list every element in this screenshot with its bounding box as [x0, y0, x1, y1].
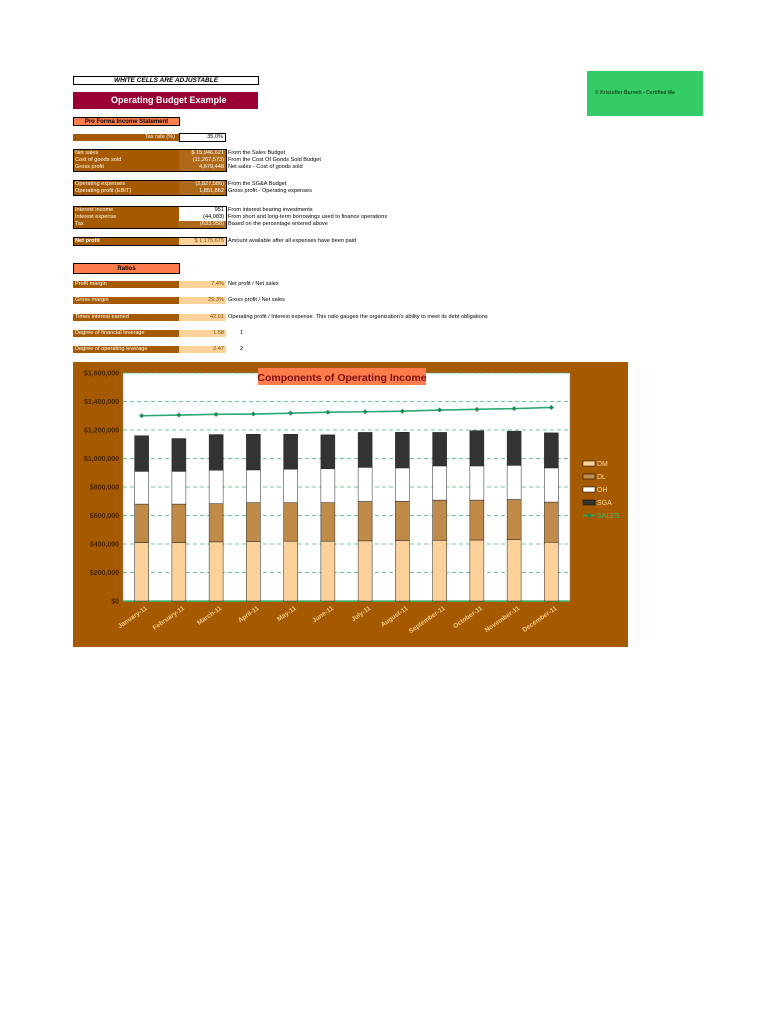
ratio-note: 2	[240, 346, 244, 352]
ratio-label: Gross margin	[73, 297, 179, 304]
ratio-value: 42.01	[179, 314, 226, 321]
x-tick-label: May-11	[275, 604, 298, 624]
bar-segment-dl	[433, 500, 447, 540]
bar-segment-dm	[135, 543, 149, 601]
bar-segment-dm	[433, 540, 447, 601]
x-tick-label: December-11	[521, 604, 559, 634]
income-row-label: Cost of goods sold	[73, 157, 179, 164]
bar-segment-dm	[470, 540, 484, 601]
ratio-note: Net profit / Net sales	[228, 281, 279, 287]
income-row-note: Based on the percentage entered above	[228, 221, 328, 227]
income-row-label: Tax	[73, 221, 179, 228]
bar-segment-oh	[209, 470, 223, 503]
income-row-value: (2,827,586)	[179, 181, 226, 188]
income-row-label: Gross profit	[73, 164, 179, 171]
income-row-value[interactable]: 951	[179, 207, 226, 214]
bar-segment-dm	[246, 541, 260, 601]
income-row-value: (633,058)	[179, 221, 226, 228]
income-section-header: Pro Forma Income Statement	[73, 117, 180, 126]
ratios-section-header: Ratios	[73, 263, 180, 274]
bar-segment-dl	[544, 502, 558, 542]
ratio-label: Times interest earned	[73, 314, 179, 321]
x-tick-label: October-11	[452, 604, 485, 631]
legend-swatch-dm	[583, 461, 595, 466]
income-row-value: $ 1,175,675	[179, 238, 226, 245]
tax-rate-label: Tax rate (%)	[73, 134, 179, 141]
ratio-label: Profit margin	[73, 281, 179, 288]
income-row-label: Net profit	[73, 238, 179, 245]
income-row-label: Interest income	[73, 207, 179, 214]
bar-segment-dl	[284, 503, 298, 541]
operating-income-chart	[73, 362, 628, 647]
bar-segment-oh	[507, 465, 521, 499]
bar-segment-sga	[172, 439, 186, 472]
bar-segment-dl	[358, 502, 372, 541]
bar-segment-dl	[507, 500, 521, 540]
certified-badge: © Kristoffer Burnett - Certified Ma	[587, 71, 703, 116]
bar-segment-sga	[507, 431, 521, 465]
adjustable-banner: WHITE CELLS ARE ADJUSTABLE	[73, 76, 259, 85]
x-tick-label: November-11	[483, 604, 522, 635]
bar-segment-oh	[433, 466, 447, 500]
legend-label: DL	[597, 474, 606, 481]
bar-segment-sga	[135, 436, 149, 472]
y-tick-label: $1,400,000	[83, 399, 119, 406]
bar-segment-dm	[544, 542, 558, 601]
ratio-note: 1	[240, 330, 244, 336]
income-row-value: $ 15,946,621	[179, 150, 226, 157]
x-tick-label: February-11	[151, 604, 187, 632]
income-row-note: From the SG&A Budget	[228, 181, 287, 187]
bar-segment-oh	[395, 468, 409, 501]
bar-segment-dm	[507, 540, 521, 601]
page-title: Operating Budget Example	[73, 92, 258, 109]
income-row-note: From the Cost Of Goods Sold Budget	[228, 157, 321, 163]
bar-segment-sga	[470, 431, 484, 466]
bar-segment-dl	[246, 503, 260, 542]
bar-segment-sga	[433, 432, 447, 465]
bar-segment-oh	[284, 469, 298, 502]
bar-segment-dl	[395, 501, 409, 540]
ratio-note: Gross profit / Net sales	[228, 297, 285, 303]
bar-segment-dm	[284, 541, 298, 601]
bar-segment-oh	[172, 471, 186, 504]
legend-label: SGA	[597, 500, 612, 507]
ratio-note: Operating profit / Interest expense. This ratio gauges the organization's ability to meet its debt obligations	[228, 314, 488, 320]
income-row-value: (11,267,573)	[179, 157, 226, 164]
bar-segment-oh	[358, 467, 372, 501]
bar-segment-oh	[544, 468, 558, 502]
income-row-note: Amount available after all expenses have been paid	[228, 238, 357, 244]
ratio-label: Degree of financial leverage	[73, 330, 179, 337]
bar-segment-sga	[321, 435, 335, 469]
ratio-value: 1.58	[179, 330, 226, 337]
y-tick-label: $1,200,000	[83, 427, 119, 435]
x-tick-label: July-11	[350, 604, 373, 624]
x-tick-label: August-11	[379, 604, 410, 629]
x-tick-label: September-11	[407, 604, 447, 636]
bar-segment-oh	[246, 470, 260, 503]
bar-segment-dm	[321, 541, 335, 601]
income-row-note: From the Sales Budget	[228, 150, 286, 156]
bar-segment-sga	[209, 435, 223, 471]
bar-segment-dm	[358, 541, 372, 601]
bar-segment-dl	[321, 503, 335, 541]
income-row-note: Gross profit - Operating expenses	[228, 188, 312, 194]
ratio-label: Degree of operating leverage	[73, 346, 179, 353]
bar-segment-dl	[135, 504, 149, 542]
bar-segment-dm	[209, 542, 223, 601]
legend-label: DM	[597, 461, 608, 468]
bar-segment-oh	[321, 469, 335, 503]
income-row-value: 4,679,448	[179, 164, 226, 171]
x-tick-label: January-11	[116, 604, 149, 631]
y-tick-label: $200,000	[89, 570, 119, 577]
legend-label: OH	[597, 487, 608, 494]
bar-segment-dm	[172, 543, 186, 601]
x-tick-label: March-11	[196, 604, 224, 627]
income-row-label: Net sales	[73, 150, 179, 157]
income-row-value: 1,851,862	[179, 188, 226, 195]
income-row-note: From interest bearing investments	[228, 207, 313, 213]
ratio-value: 29.3%	[179, 297, 226, 304]
bar-segment-dl	[209, 504, 223, 542]
income-row-label: Operating profit (EBIT)	[73, 188, 179, 195]
y-tick-label: $400,000	[89, 541, 119, 549]
y-tick-label: $0	[111, 598, 119, 606]
ratio-value: 2.47	[179, 346, 226, 353]
bar-segment-oh	[470, 466, 484, 500]
chart-title: Components of Operating Income	[257, 372, 427, 384]
bar-segment-sga	[284, 434, 298, 469]
legend-swatch-sga	[583, 500, 595, 505]
income-row-label: Interest expense	[73, 214, 179, 221]
bar-segment-sga	[358, 432, 372, 467]
bar-segment-sga	[246, 434, 260, 470]
income-row-label: Operating expenses	[73, 181, 179, 188]
y-tick-label: $600,000	[89, 513, 119, 520]
income-row-note: From short and long-term borrowings used to finance operations	[228, 214, 388, 220]
x-tick-label: June-11	[311, 604, 336, 625]
bar-segment-sga	[395, 432, 409, 468]
legend-swatch-dl	[583, 474, 595, 479]
bar-segment-sga	[544, 433, 558, 468]
bar-segment-dl	[470, 500, 484, 540]
y-tick-label: $1,600,000	[83, 370, 119, 378]
bar-segment-dl	[172, 504, 186, 542]
income-row-value[interactable]: (44,083)	[179, 214, 226, 221]
legend-label: SALES	[597, 513, 620, 520]
x-tick-label: April-11	[236, 604, 261, 625]
ratio-value: 7.4%	[179, 281, 226, 288]
bar-segment-dm	[395, 540, 409, 601]
income-row-note: Net sales - Cost of goods sold	[228, 164, 303, 170]
bar-segment-oh	[135, 471, 149, 504]
tax-rate-input[interactable]: 35.0%	[179, 133, 226, 142]
y-tick-label: $1,000,000	[83, 456, 119, 463]
y-tick-label: $800,000	[89, 484, 119, 492]
legend-swatch-oh	[583, 487, 595, 492]
